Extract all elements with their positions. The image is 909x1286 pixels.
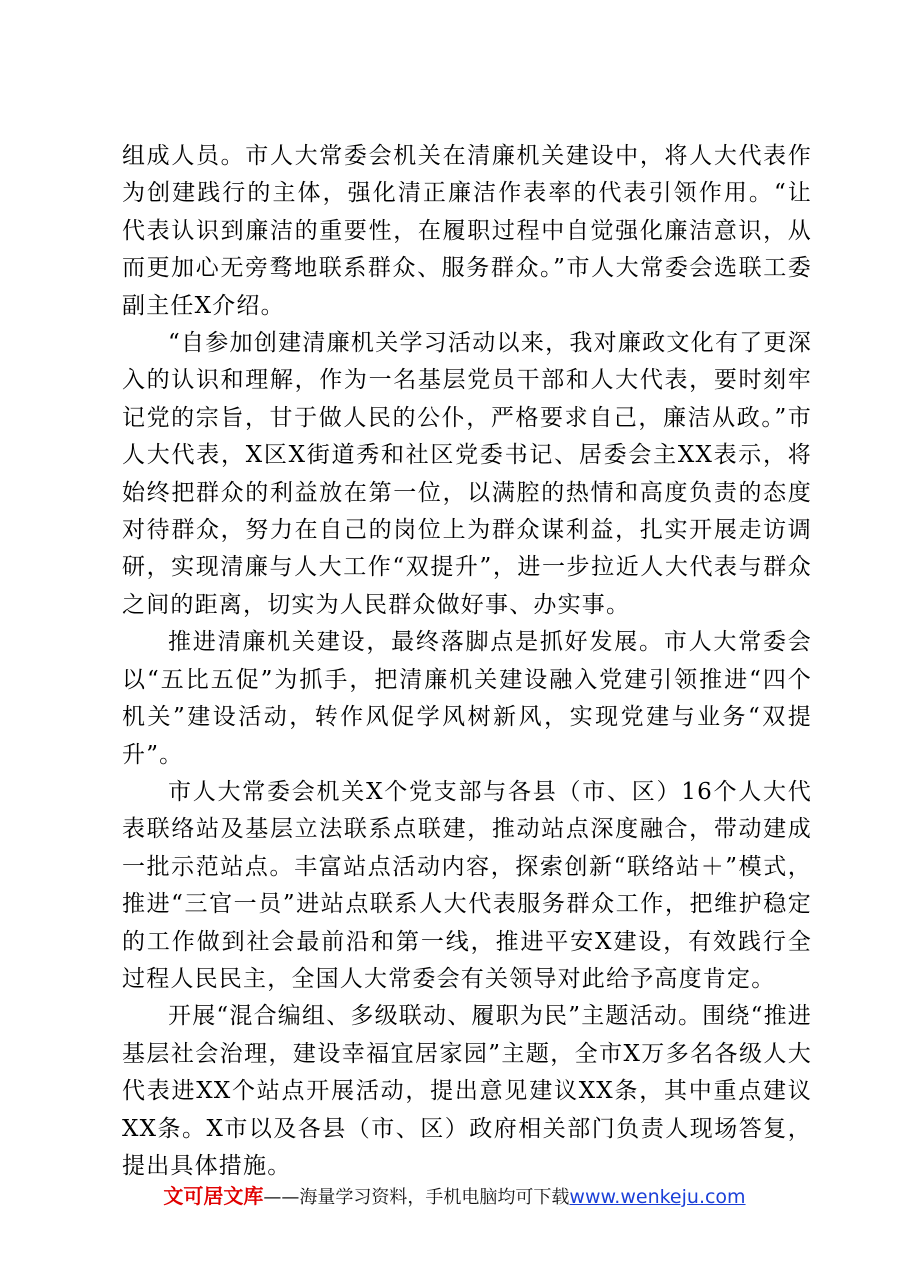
paragraph-3: 推进清廉机关建设，最终落脚点是抓好发展。市人大常委会以“五比五促”为抓手，把清廉机关建设融入党建引领推进“四个机关”建设活动，转作风促学风树新风，实现党建与业务“双提升”。 [122,629,812,768]
footer-slogan: ——海量学习资料，手机电脑均可下载 [263,1187,570,1208]
footer-brand: 文可居文库 [163,1184,264,1208]
paragraph-5: 开展“混合编组、多级联动、履职为民”主题活动。围绕“推进基层社会治理，建设幸福宜居家园”主题，全市X万多名各级人大代表进XX个站点开展活动，提出意见建议XX条，其中重点建议XX条。X市以及各县（市、区）政府相关部门负责人现场答复，提出具体措施。 [122,1003,812,1179]
footer-site-link[interactable]: www.wenkeju.com [569,1186,746,1208]
paragraph-4: 市人大常委会机关X个党支部与各县（市、区）16个人大代表联络站及基层立法联系点联建，推动站点深度融合，带动建成一批示范站点。丰富站点活动内容，探索创新“联络站＋”模式，推进“三官一员”进站点联系人大代表服务群众工作，把维护稳定的工作做到社会最前沿和第一线，推进平安X建设，有效践行全过程人民民主，全国人大常委会有关领导对此给予高度肯定。 [122,778,812,992]
paragraph-1: 组成人员。市人大常委会机关在清廉机关建设中，将人大代表作为创建践行的主体，强化清正廉洁作表率的代表引领作用。“让代表认识到廉洁的重要性，在履职过程中自觉强化廉洁意识，从而更加心无旁骛地联系群众、服务群众。”市人大常委会选联工委副主任X介绍。 [122,143,812,319]
document-body [122,138,812,1185]
footer-banner [0,1183,909,1211]
paragraph-2: “自参加创建清廉机关学习活动以来，我对廉政文化有了更深入的认识和理解，作为一名基层党员干部和人大代表，要时刻牢记党的宗旨，甘于做人民的公仆，严格要求自己，廉洁从政。”市人大代表，X区X街道秀和社区党委书记、居委会主XX表示，将始终把群众的利益放在第一位，以满腔的热情和高度负责的态度对待群众，努力在自己的岗位上为群众谋利益，扎实开展走访调研，实现清廉与人大工作“双提升”，进一步拉近人大代表与群众之间的距离，切实为人民群众做好事、办实事。 [122,330,812,618]
